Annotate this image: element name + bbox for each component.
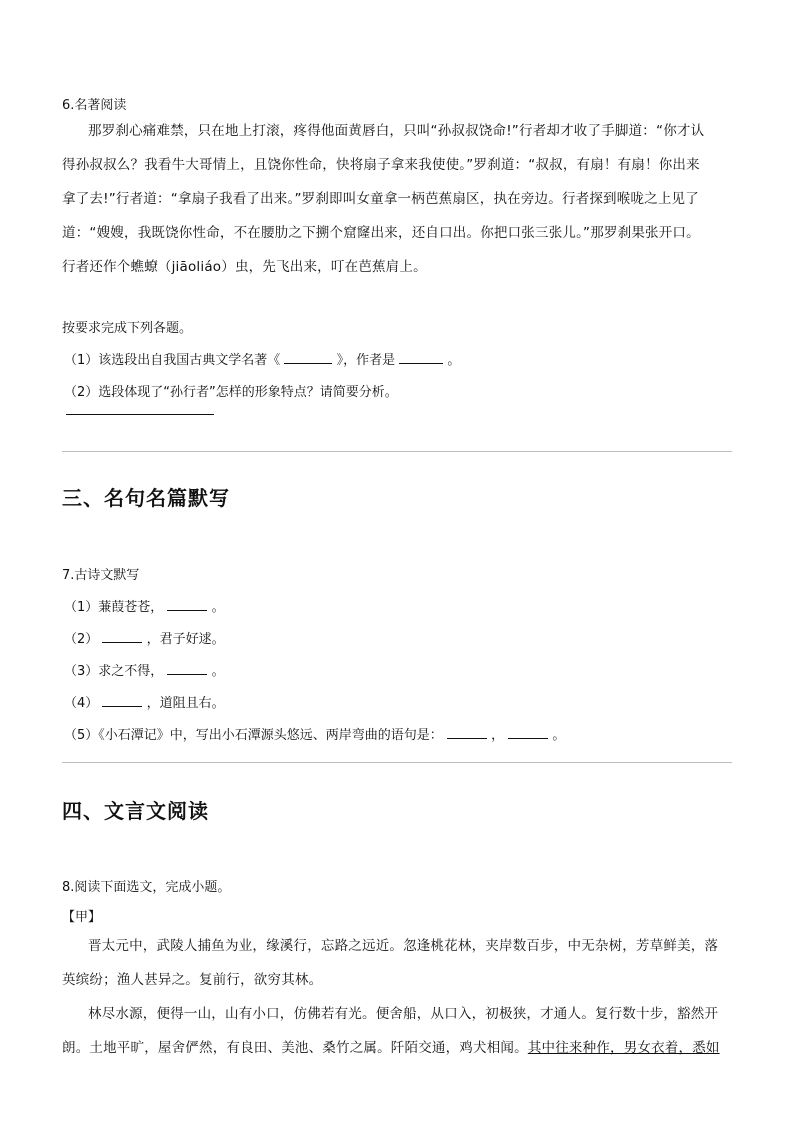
question-6-sub-2: （2）选段体现了“孙行者”怎样的形象特点？请简要分析。 (64, 385, 398, 400)
passage-line: 拿了去!”行者道：“拿扇子我看了出来。”罗刹即叫女童拿一柄芭蕉扇区，执在旁边。行者探到喉咙之上见了 (62, 191, 699, 207)
question-6-passage (62, 114, 734, 284)
passage-label-jia: 【甲】 (62, 910, 102, 925)
question-7-line-4: （4） ，道阻且右。 (64, 696, 225, 711)
question-8-title: 8.阅读下面选文，完成小题。 (62, 880, 231, 895)
answer-blank[interactable] (508, 726, 548, 739)
answer-blank[interactable] (284, 351, 332, 364)
section-divider (62, 762, 732, 763)
underlined-sentence: 其中往来种作，男女衣着，悉如 (527, 1040, 720, 1056)
passage-line: 英缤纷；渔人甚异之。复前行，欲穷其林。 (62, 972, 323, 988)
answer-blank[interactable] (399, 351, 443, 364)
passage-line: 朗。土地平旷，屋舍俨然，有良田、美池、桑竹之属。阡陌交通，鸡犬相闻。 (62, 1040, 528, 1056)
section-4-heading: 四、文言文阅读 (62, 799, 209, 823)
answer-blank[interactable] (167, 662, 207, 675)
question-7-line-2: （2） ，君子好逑。 (64, 632, 225, 647)
question-7-line-3: （3）求之不得， 。 (64, 664, 225, 679)
question-7-title: 7.古诗文默写 (62, 568, 140, 583)
passage-line: 晋太元中，武陵人捕鱼为业，缘溪行，忘路之远近。忽逢桃花林，夹岸数百步，中无杂树，芳草鲜美，落 (88, 938, 719, 954)
passage-line: 行者还作个蟭蟟（jiāoliáo）虫，先飞出来，叮在芭蕉肩上。 (62, 259, 427, 275)
answer-line[interactable] (66, 414, 214, 415)
answer-blank[interactable] (167, 598, 207, 611)
question-7-line-1: （1）蒹葭苍苍， 。 (64, 600, 225, 615)
section-3-heading: 三、名句名篇默写 (62, 486, 230, 510)
question-6-instruction: 按要求完成下列各题。 (62, 321, 193, 336)
passage-line: 林尽水源，便得一山，山有小口，仿佛若有光。便舍船，从口入，初极狭，才通人。复行数十步，豁然开 (88, 1006, 719, 1022)
passage-line: 那罗刹心痛难禁，只在地上打滚，疼得他面黄唇白，只叫“孙叔叔饶命!”行者却才收了手脚道：“你才认 (88, 123, 705, 139)
section-divider (62, 451, 732, 452)
passage-line: 道：“嫂嫂，我既饶你性命，不在腰肋之下搠个窟窿出来，还自口出。你把口张三张儿。”那罗刹果张开口。 (62, 225, 700, 241)
question-6-title: 6.名著阅读 (62, 98, 127, 113)
question-6-sub-1: （1）该选段出自我国古典文学名著《 》，作者是 。 (64, 353, 461, 368)
question-8-passage (62, 929, 734, 1065)
answer-blank[interactable] (102, 630, 142, 643)
passage-line: 得孙叔叔么？我看牛大哥情上，且饶你性命，快将扇子拿来我使使。”罗刹道：“叔叔，有扇！有扇！你出来 (62, 157, 700, 173)
answer-blank[interactable] (102, 694, 142, 707)
question-7-line-5: （5）《小石潭记》中，写出小石潭源头悠远、两岸弯曲的语句是： ， 。 (64, 728, 566, 743)
answer-blank[interactable] (447, 726, 487, 739)
